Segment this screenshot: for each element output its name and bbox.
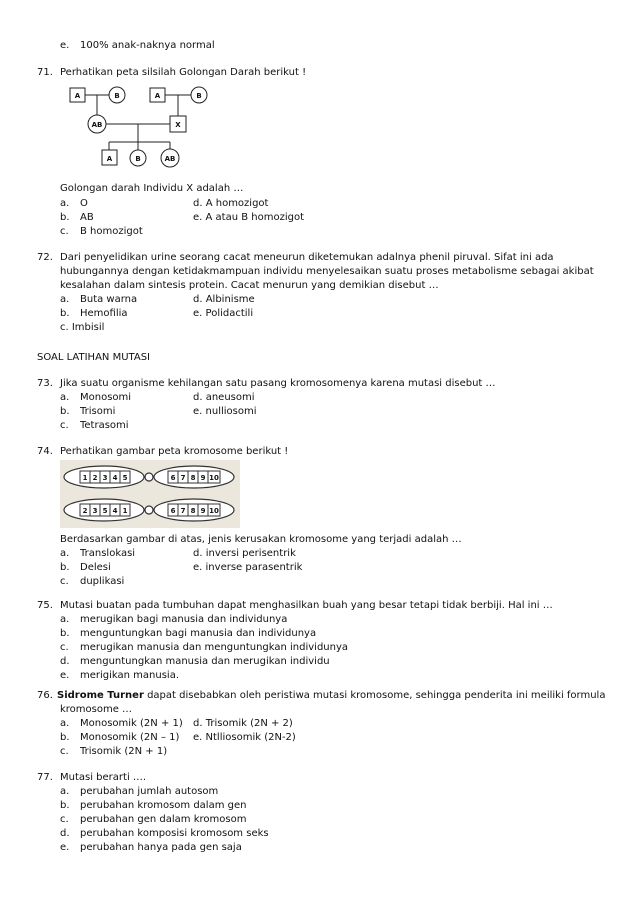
chromosome-map-figure <box>60 460 240 528</box>
q76-stem: Sidrome Turner dapat disebabkan oleh peristiwa mutasi kromosome, sehingga penderita ini meiliki formula <box>57 690 606 701</box>
q77-option-d: d. perubahan komposisi kromosom seks <box>60 828 269 839</box>
centromere-bottom <box>145 506 153 514</box>
q76-option-b: b. Monosomik (2N – 1) <box>60 732 180 743</box>
q71-option-b: b. AB <box>60 212 94 223</box>
q73-option-b: b. Trisomi <box>60 406 116 417</box>
section-title: SOAL LATIHAN MUTASI <box>37 352 150 363</box>
svg-text:B: B <box>135 155 141 163</box>
q76-option-e: e. Ntlliosomik (2N-2) <box>193 732 296 743</box>
svg-text:6: 6 <box>170 507 176 515</box>
q75-option-a: a. merugikan bagi manusia dan individunya <box>60 614 288 625</box>
blood-type-pedigree <box>62 82 222 174</box>
q74-stem: Perhatikan gambar peta kromosome berikut ! <box>60 446 289 457</box>
q71-question: Golongan darah Individu X adalah … <box>60 183 244 194</box>
q75-stem: Mutasi buatan pada tumbuhan dapat menghasilkan buah yang besar tetapi tidak berbiji. Hal ini … <box>60 600 553 611</box>
q71-stem: Perhatikan peta silsilah Golongan Darah berikut ! <box>60 67 307 78</box>
svg-text:7: 7 <box>180 474 186 482</box>
q73-number: 73. <box>37 378 53 389</box>
q75-option-c: c. merugikan manusia dan menguntungkan individunya <box>60 642 349 653</box>
q70-option-e: e. 100% anak-naknya normal <box>60 40 215 51</box>
q74-option-b: b. Delesi <box>60 562 111 573</box>
q73-stem: Jika suatu organisme kehilangan satu pasang kromosomenya karena mutasi disebut … <box>60 378 496 389</box>
svg-text:3: 3 <box>92 507 98 515</box>
q72-line-2: hubungannya dengan ketidakmampuan individu menyelesaikan suatu proses metabolisme sebagai akibat <box>60 266 594 277</box>
svg-text:1: 1 <box>122 507 128 515</box>
svg-text:9: 9 <box>200 474 206 482</box>
svg-text:AB: AB <box>164 155 176 163</box>
svg-text:9: 9 <box>200 507 206 515</box>
q73-option-d: d. aneusomi <box>193 392 255 403</box>
svg-text:5: 5 <box>102 507 108 515</box>
svg-text:4: 4 <box>112 474 118 482</box>
q77-option-e: e. perubahan hanya pada gen saja <box>60 842 242 853</box>
svg-text:B: B <box>196 92 202 100</box>
q72-number: 72. <box>37 252 53 263</box>
q76-option-c: c. Trisomik (2N + 1) <box>60 746 168 757</box>
centromere-top <box>145 473 153 481</box>
q74-option-c: c. duplikasi <box>60 576 125 587</box>
svg-text:8: 8 <box>190 474 196 482</box>
q74-number: 74. <box>37 446 53 457</box>
svg-text:5: 5 <box>122 474 128 482</box>
q72-option-c: c. Imbisil <box>60 322 105 333</box>
svg-text:6: 6 <box>170 474 176 482</box>
svg-text:A: A <box>106 155 113 163</box>
q76-option-a: a. Monosomik (2N + 1) <box>60 718 183 729</box>
q76-number: 76. <box>37 690 53 701</box>
q77-option-b: b. perubahan kromosom dalam gen <box>60 800 247 811</box>
q72-line-3: kesalahan dalam sintesis protein. Cacat menurun yang demikian disebut … <box>60 280 439 291</box>
q71-number: 71. <box>37 67 53 78</box>
q73-option-e: e. nulliosomi <box>193 406 257 417</box>
q73-option-c: c. Tetrasomi <box>60 420 129 431</box>
q75-option-d: d. menguntungkan manusia dan merugikan individu <box>60 656 330 667</box>
q72-option-b: b. Hemofilia <box>60 308 128 319</box>
q71-option-d: d. A homozigot <box>193 198 269 209</box>
q74-option-a: a. Translokasi <box>60 548 136 559</box>
q74-option-e: e. inverse parasentrik <box>193 562 303 573</box>
q75-number: 75. <box>37 600 53 611</box>
q75-option-b: b. menguntungkan bagi manusia dan individunya <box>60 628 317 639</box>
svg-text:1: 1 <box>82 474 88 482</box>
q76-bold-term: Sidrome Turner <box>57 690 144 701</box>
q75-option-e: e. merigikan manusia. <box>60 670 180 681</box>
svg-text:4: 4 <box>112 507 118 515</box>
svg-text:10: 10 <box>209 474 219 482</box>
q77-number: 77. <box>37 772 53 783</box>
q72-option-a: a. Buta warna <box>60 294 138 305</box>
q72-option-e: e. Polidactili <box>193 308 254 319</box>
q72-option-d: d. Albinisme <box>193 294 255 305</box>
q76-option-d: d. Trisomik (2N + 2) <box>193 718 293 729</box>
svg-text:B: B <box>114 92 120 100</box>
svg-text:A: A <box>74 92 81 100</box>
svg-text:8: 8 <box>190 507 196 515</box>
svg-text:10: 10 <box>209 507 219 515</box>
svg-text:AB: AB <box>91 121 103 129</box>
q71-option-c: c. B homozigot <box>60 226 143 237</box>
svg-text:2: 2 <box>82 507 88 515</box>
q71-option-e: e. A atau B homozigot <box>193 212 305 223</box>
svg-text:7: 7 <box>180 507 186 515</box>
q77-option-c: c. perubahan gen dalam kromosom <box>60 814 247 825</box>
svg-text:3: 3 <box>102 474 108 482</box>
q77-stem: Mutasi berarti …. <box>60 772 147 783</box>
q74-option-d: d. inversi perisentrik <box>193 548 296 559</box>
svg-text:A: A <box>154 92 161 100</box>
svg-text:X: X <box>175 121 181 129</box>
q72-line-1: Dari penyelidikan urine seorang cacat meneurun diketemukan adalnya phenil piruval. Sifat ini ada <box>60 252 554 263</box>
q73-option-a: a. Monosomi <box>60 392 132 403</box>
q77-option-a: a. perubahan jumlah autosom <box>60 786 219 797</box>
q74-question: Berdasarkan gambar di atas, jenis kerusakan kromosome yang terjadi adalah … <box>60 534 462 545</box>
svg-text:2: 2 <box>92 474 98 482</box>
q76-line-2: kromosome … <box>60 704 133 715</box>
q71-option-a: a. O <box>60 198 88 209</box>
